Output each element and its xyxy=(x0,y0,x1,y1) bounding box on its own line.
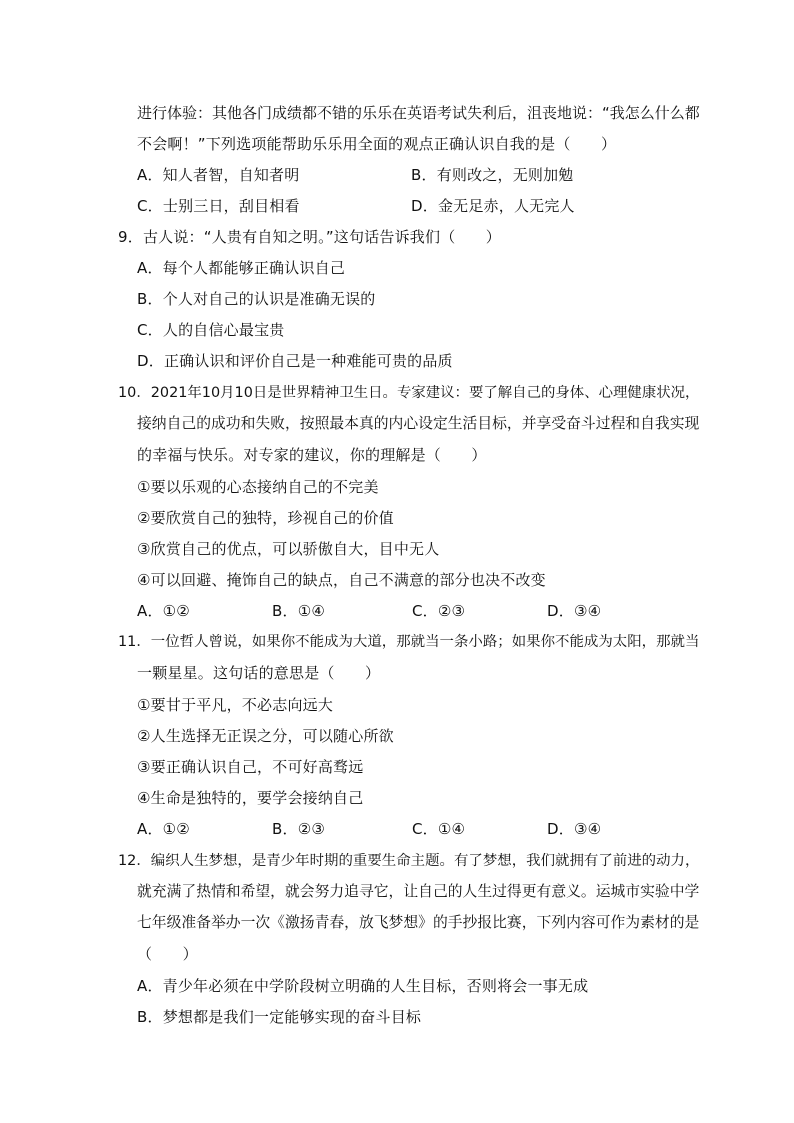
q12-stem-line4: （ ） xyxy=(137,945,198,963)
q10-stem-line2: 接纳自己的成功和失败，按照最本真的内心设定生活目标，并享受奋斗过程和自我实现 xyxy=(137,415,700,432)
q9-option-a: A．每个人都能够正确认识自己 xyxy=(137,259,346,277)
q11-item-1: ①要甘于平凡，不必志向远大 xyxy=(137,696,334,714)
q9-option-c: C．人的自信心最宝贵 xyxy=(137,321,285,339)
q11-option-b: B．②③ xyxy=(272,820,325,838)
q8-stem-line1: 进行体验：其他各门成绩都不错的乐乐在英语考试失利后，沮丧地说：“我怎么什么都 xyxy=(137,104,700,122)
q10-item-3: ③欣赏自己的优点，可以骄傲自大，目中无人 xyxy=(137,540,440,558)
q12-option-b: B．梦想都是我们一定能够实现的奋斗目标 xyxy=(137,1008,422,1026)
q8-option-b: B．有则改之，无则加勉 xyxy=(411,166,574,184)
q10-option-a: A．①② xyxy=(137,602,190,620)
q11-option-a: A．①② xyxy=(137,820,190,838)
q11-stem-line1: 11．一位哲人曾说，如果你不能成为大道，那就当一条小路；如果你不能成为太阳，那就当 xyxy=(118,634,700,650)
q11-option-d: D．③④ xyxy=(547,820,602,838)
q12-stem-line3: 七年级准备举办一次《激扬青春，放飞梦想》的手抄报比赛，下列内容可作为素材的是 xyxy=(137,914,700,931)
q8-stem-line2: 不会啊！”下列选项能帮助乐乐用全面的观点正确认识自我的是（ ） xyxy=(137,135,617,153)
q10-item-2: ②要欣赏自己的独特，珍视自己的价值 xyxy=(137,509,394,527)
q10-stem-line3: 的幸福与快乐。对专家的建议，你的理解是（ ） xyxy=(137,446,487,464)
q10-item-1: ①要以乐观的心态接纳自己的不完美 xyxy=(137,478,379,496)
q8-option-c: C．士别三日，刮目相看 xyxy=(137,197,300,215)
q10-option-b: B．①④ xyxy=(272,602,325,620)
q8-option-a: A．知人者智，自知者明 xyxy=(137,166,300,184)
q12-option-a: A．青少年必须在中学阶段树立明确的人生目标，否则将会一事无成 xyxy=(137,977,589,995)
q11-option-c: C．①④ xyxy=(412,820,466,838)
q10-item-4: ④可以回避、掩饰自己的缺点，自己不满意的部分也决不改变 xyxy=(137,571,546,589)
q10-stem-line1: 10．2021年10月10日是世界精神卫生日。专家建议：要了解自己的身体、心理健康状况， xyxy=(118,385,700,401)
q11-item-4: ④生命是独特的，要学会接纳自己 xyxy=(137,789,364,807)
q9-option-d: D．正确认识和评价自己是一种难能可贵的品质 xyxy=(137,352,453,370)
q9-stem: 9．古人说：“人贵有自知之明。”这句话告诉我们（ ） xyxy=(118,228,501,246)
q12-stem-line2: 就充满了热情和希望，就会努力追寻它，让自己的人生过得更有意义。运城市实验中学 xyxy=(137,883,700,900)
q11-item-3: ③要正确认识自己，不可好高骛远 xyxy=(137,758,364,776)
q11-stem-line2: 一颗星星。这句话的意思是（ ） xyxy=(137,664,381,682)
q10-option-d: D．③④ xyxy=(547,602,602,620)
q9-option-b: B．个人对自己的认识是准确无误的 xyxy=(137,290,376,308)
q8-option-d: D．金无足赤，人无完人 xyxy=(411,197,575,215)
q10-option-c: C．②③ xyxy=(412,602,466,620)
q12-stem-line1: 12．编织人生梦想，是青少年时期的重要生命主题。有了梦想，我们就拥有了前进的动力， xyxy=(118,853,700,869)
q11-item-2: ②人生选择无正误之分，可以随心所欲 xyxy=(137,727,394,745)
